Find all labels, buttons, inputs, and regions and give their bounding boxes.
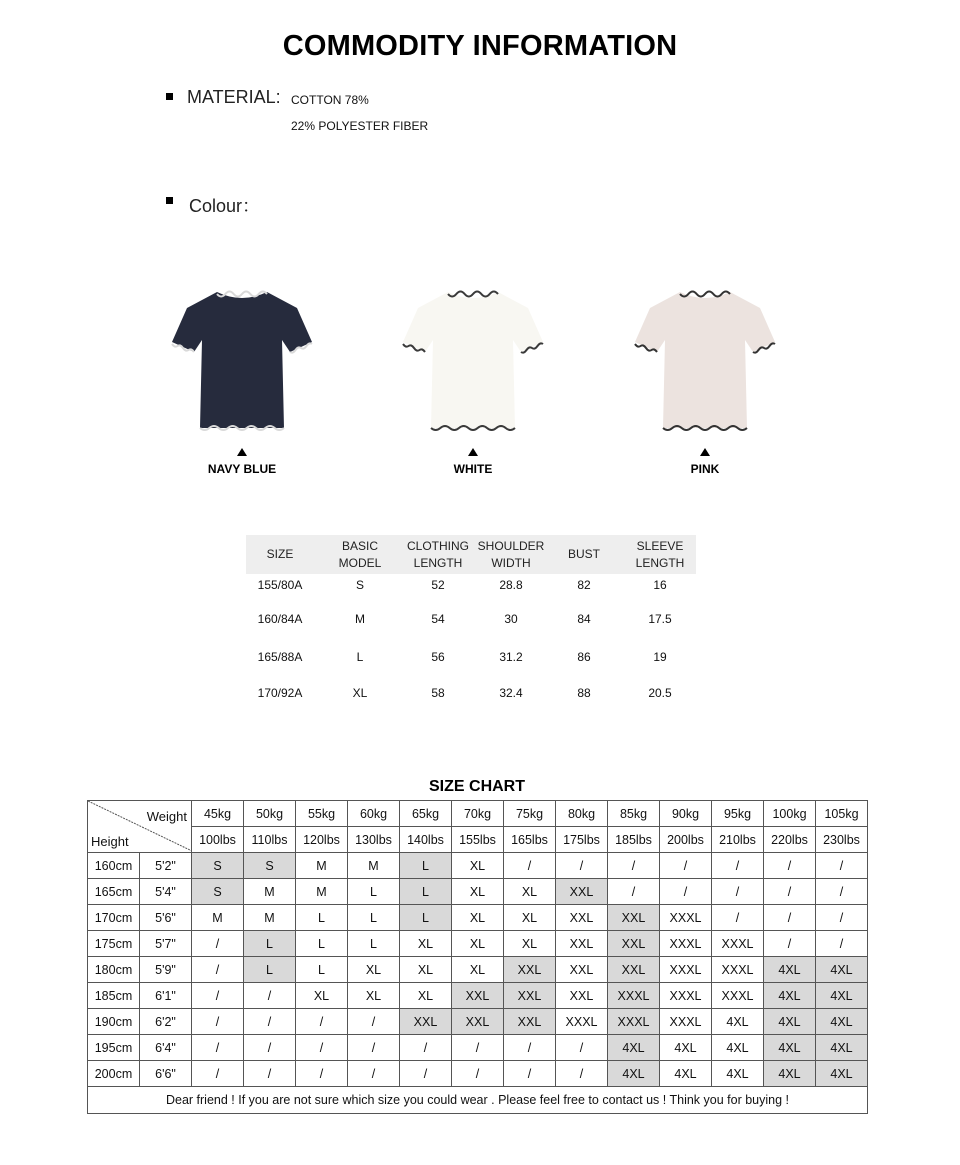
size-cell: XXL [504, 957, 556, 983]
size-cell: / [764, 879, 816, 905]
shirt-image-white [393, 280, 553, 440]
size-cell: / [452, 1061, 504, 1087]
size-cell: / [348, 1009, 400, 1035]
material-label: MATERIAL: [187, 87, 281, 107]
size-cell: / [244, 1009, 296, 1035]
size-cell: L [244, 931, 296, 957]
height-header-label: Height [91, 834, 129, 849]
size-cell: L [400, 905, 452, 931]
size-cell: M [296, 853, 348, 879]
measurement-cell: 17.5 [648, 612, 672, 626]
size-cell: / [192, 957, 244, 983]
height-cm-cell: 190cm [88, 1009, 140, 1035]
measurement-cell: 160/84A [257, 612, 303, 626]
size-cell: 4XL [712, 1009, 764, 1035]
size-cell: M [192, 905, 244, 931]
size-cell: / [556, 1061, 608, 1087]
measurement-cell: 165/88A [257, 650, 303, 664]
size-cell: 4XL [764, 957, 816, 983]
size-cell: XL [452, 853, 504, 879]
size-cell: L [348, 879, 400, 905]
size-cell: M [244, 879, 296, 905]
size-cell: M [348, 853, 400, 879]
size-cell: / [816, 879, 868, 905]
size-cell: / [192, 1035, 244, 1061]
size-cell: / [400, 1061, 452, 1087]
size-cell: XXXL [608, 1009, 660, 1035]
weight-kg-header: 60kg [348, 801, 400, 827]
height-ft-cell: 5'6" [140, 905, 192, 931]
size-cell: / [764, 853, 816, 879]
size-cell: XXXL [608, 983, 660, 1009]
size-cell: M [296, 879, 348, 905]
table-row [88, 879, 868, 905]
size-cell: 4XL [764, 983, 816, 1009]
size-cell: / [504, 1061, 556, 1087]
weight-kg-header: 75kg [504, 801, 556, 827]
triangle-pointer-icon [700, 448, 710, 456]
colour-label: Colour： [189, 196, 261, 216]
measurement-cell: 16 [653, 578, 667, 592]
table-row [88, 957, 868, 983]
size-cell: / [244, 1035, 296, 1061]
size-cell: 4XL [608, 1061, 660, 1087]
size-cell: L [348, 931, 400, 957]
height-ft-cell: 6'4" [140, 1035, 192, 1061]
height-cm-cell: 170cm [88, 905, 140, 931]
size-cell: L [296, 957, 348, 983]
size-cell: XXXL [660, 957, 712, 983]
size-cell: XXL [400, 1009, 452, 1035]
size-cell: XXXL [660, 983, 712, 1009]
weight-lbs-header: 140lbs [400, 827, 452, 853]
size-cell: XL [348, 957, 400, 983]
height-ft-cell: 6'6" [140, 1061, 192, 1087]
size-cell: / [400, 1035, 452, 1061]
size-cell: XXXL [556, 1009, 608, 1035]
weight-lbs-header: 230lbs [816, 827, 868, 853]
size-cell: 4XL [764, 1035, 816, 1061]
weight-lbs-header: 200lbs [660, 827, 712, 853]
size-cell: / [192, 1061, 244, 1087]
size-cell: L [296, 905, 348, 931]
size-cell: / [296, 1009, 348, 1035]
measurement-cell: 52 [431, 578, 445, 592]
size-cell: XL [400, 931, 452, 957]
size-cell: / [764, 905, 816, 931]
height-cm-cell: 200cm [88, 1061, 140, 1087]
measurement-cell: 54 [431, 612, 445, 626]
size-cell: / [608, 879, 660, 905]
weight-kg-header: 55kg [296, 801, 348, 827]
height-cm-cell: 175cm [88, 931, 140, 957]
size-cell: XXXL [660, 905, 712, 931]
size-cell: XL [504, 879, 556, 905]
size-cell: / [192, 983, 244, 1009]
size-cell: / [556, 853, 608, 879]
size-cell: XXL [608, 931, 660, 957]
size-cell: XXL [556, 957, 608, 983]
measurement-cell: 56 [431, 650, 445, 664]
height-cm-cell: 160cm [88, 853, 140, 879]
measurement-cell: S [355, 578, 364, 592]
measurement-header-cell: BASIC MODEL [338, 538, 382, 570]
weight-kg-header: 95kg [712, 801, 764, 827]
weight-lbs-header: 130lbs [348, 827, 400, 853]
weight-kg-header: 65kg [400, 801, 452, 827]
size-cell: / [816, 853, 868, 879]
table-row [88, 853, 868, 879]
colour-name-label: NAVY BLUE [207, 462, 277, 476]
size-cell: XL [504, 931, 556, 957]
measurement-cell: XL [352, 686, 368, 700]
material-bullet [166, 93, 173, 100]
table-row [88, 905, 868, 931]
size-cell: / [816, 931, 868, 957]
size-cell: XL [400, 983, 452, 1009]
measurement-cell: 20.5 [648, 686, 672, 700]
height-cm-cell: 185cm [88, 983, 140, 1009]
page-title: COMMODITY INFORMATION [282, 30, 678, 62]
size-cell: / [504, 1035, 556, 1061]
size-cell: 4XL [816, 1009, 868, 1035]
weight-kg-header: 90kg [660, 801, 712, 827]
size-cell: / [192, 931, 244, 957]
measurement-header-cell: SLEEVE LENGTH [635, 538, 685, 570]
weight-kg-header: 70kg [452, 801, 504, 827]
measurement-cell: 31.2 [499, 650, 523, 664]
weight-kg-header: 80kg [556, 801, 608, 827]
size-cell: XXXL [712, 957, 764, 983]
size-cell: S [244, 853, 296, 879]
height-cm-cell: 180cm [88, 957, 140, 983]
triangle-pointer-icon [237, 448, 247, 456]
size-cell: / [712, 853, 764, 879]
size-cell: XXL [556, 983, 608, 1009]
size-cell: XL [452, 905, 504, 931]
size-cell: L [244, 957, 296, 983]
shirt-image-pink [625, 280, 785, 440]
table-row [88, 1035, 868, 1061]
weight-lbs-header: 175lbs [556, 827, 608, 853]
table-row [88, 983, 868, 1009]
size-cell: 4XL [816, 983, 868, 1009]
size-cell: XXL [452, 1009, 504, 1035]
measurement-cell: 84 [577, 612, 591, 626]
size-cell: 4XL [816, 1035, 868, 1061]
size-chart-footer-note: Dear friend ! If you are not sure which size you could wear . Please feel free to contact us ! Think you for buying ! [88, 1087, 868, 1114]
measurement-cell: M [355, 612, 365, 626]
measurement-cell: L [356, 650, 364, 664]
weight-kg-header: 50kg [244, 801, 296, 827]
measurement-cell: 155/80A [257, 578, 303, 592]
material-line-1: COTTON 78% [291, 93, 369, 107]
size-cell: / [660, 879, 712, 905]
size-cell: / [556, 1035, 608, 1061]
measurement-header-cell: SHOULDER WIDTH [477, 538, 545, 570]
size-chart-title: SIZE CHART [429, 778, 525, 795]
shirt-image-navy-blue [162, 280, 322, 440]
size-cell: XL [452, 879, 504, 905]
size-cell: L [296, 931, 348, 957]
size-cell: 4XL [816, 957, 868, 983]
size-cell: XXXL [660, 931, 712, 957]
size-cell: 4XL [712, 1035, 764, 1061]
size-cell: M [244, 905, 296, 931]
size-cell: XXL [556, 931, 608, 957]
height-ft-cell: 5'4" [140, 879, 192, 905]
size-cell: 4XL [764, 1009, 816, 1035]
height-ft-cell: 5'9" [140, 957, 192, 983]
size-cell: / [452, 1035, 504, 1061]
table-row [88, 1061, 868, 1087]
size-cell: XXXL [660, 1009, 712, 1035]
size-cell: / [192, 1009, 244, 1035]
weight-lbs-header: 165lbs [504, 827, 556, 853]
weight-kg-header: 45kg [192, 801, 244, 827]
measurement-cell: 32.4 [499, 686, 523, 700]
weight-lbs-header: 185lbs [608, 827, 660, 853]
size-cell: / [244, 1061, 296, 1087]
size-cell: 4XL [764, 1061, 816, 1087]
measurement-cell: 86 [577, 650, 591, 664]
weight-lbs-header: 100lbs [192, 827, 244, 853]
height-ft-cell: 5'7" [140, 931, 192, 957]
size-cell: 4XL [608, 1035, 660, 1061]
size-chart-table [87, 800, 868, 1114]
size-cell: XXXL [712, 931, 764, 957]
height-ft-cell: 5'2" [140, 853, 192, 879]
weight-lbs-header: 120lbs [296, 827, 348, 853]
size-cell: XXL [504, 1009, 556, 1035]
size-cell: / [504, 853, 556, 879]
size-cell: / [348, 1035, 400, 1061]
weight-kg-header: 100kg [764, 801, 816, 827]
weight-kg-header: 85kg [608, 801, 660, 827]
size-cell: / [660, 853, 712, 879]
size-cell: XXXL [712, 983, 764, 1009]
measurement-cell: 28.8 [499, 578, 523, 592]
measurement-header-cell: BUST [567, 547, 600, 561]
triangle-pointer-icon [468, 448, 478, 456]
size-cell: XL [452, 957, 504, 983]
weight-kg-header: 105kg [816, 801, 868, 827]
measurement-cell: 58 [431, 686, 445, 700]
weight-lbs-header: 220lbs [764, 827, 816, 853]
size-cell: L [400, 853, 452, 879]
size-cell: XL [296, 983, 348, 1009]
weight-header-label: Weight [146, 809, 187, 824]
measurement-header-cell: SIZE [266, 547, 294, 561]
measurement-cell: 170/92A [257, 686, 303, 700]
measurement-cell: 82 [577, 578, 591, 592]
size-cell: S [192, 879, 244, 905]
size-cell: XXL [608, 957, 660, 983]
height-ft-cell: 6'2" [140, 1009, 192, 1035]
size-cell: XL [504, 905, 556, 931]
size-cell: / [712, 905, 764, 931]
size-cell: 4XL [660, 1035, 712, 1061]
size-cell: XXL [608, 905, 660, 931]
height-cm-cell: 165cm [88, 879, 140, 905]
material-line-2: 22% POLYESTER FIBER [291, 119, 429, 133]
size-cell: S [192, 853, 244, 879]
weight-lbs-header: 110lbs [244, 827, 296, 853]
colour-name-label: PINK [690, 462, 720, 476]
size-chart-corner-cell [88, 801, 192, 853]
size-cell: XXL [452, 983, 504, 1009]
size-cell: 4XL [660, 1061, 712, 1087]
measurement-cell: 19 [653, 650, 667, 664]
measurement-header-cell: CLOTHING LENGTH [406, 538, 469, 570]
size-cell: 4XL [712, 1061, 764, 1087]
size-cell: / [244, 983, 296, 1009]
measurement-cell: 30 [504, 612, 518, 626]
size-cell: L [400, 879, 452, 905]
size-cell: XXL [504, 983, 556, 1009]
size-cell: XL [348, 983, 400, 1009]
size-cell: 4XL [816, 1061, 868, 1087]
colour-bullet [166, 197, 173, 204]
table-row [88, 1009, 868, 1035]
size-cell: / [348, 1061, 400, 1087]
size-cell: XXL [556, 905, 608, 931]
size-cell: / [296, 1035, 348, 1061]
size-cell: L [348, 905, 400, 931]
size-cell: XL [400, 957, 452, 983]
size-cell: / [816, 905, 868, 931]
size-cell: / [608, 853, 660, 879]
weight-lbs-header: 210lbs [712, 827, 764, 853]
colour-name-label: WHITE [453, 462, 493, 476]
measurement-cell: 88 [577, 686, 591, 700]
size-cell: / [712, 879, 764, 905]
table-row [88, 931, 868, 957]
size-cell: / [764, 931, 816, 957]
size-cell: / [296, 1061, 348, 1087]
height-cm-cell: 195cm [88, 1035, 140, 1061]
height-ft-cell: 6'1" [140, 983, 192, 1009]
weight-lbs-header: 155lbs [452, 827, 504, 853]
size-cell: XL [452, 931, 504, 957]
size-cell: XXL [556, 879, 608, 905]
